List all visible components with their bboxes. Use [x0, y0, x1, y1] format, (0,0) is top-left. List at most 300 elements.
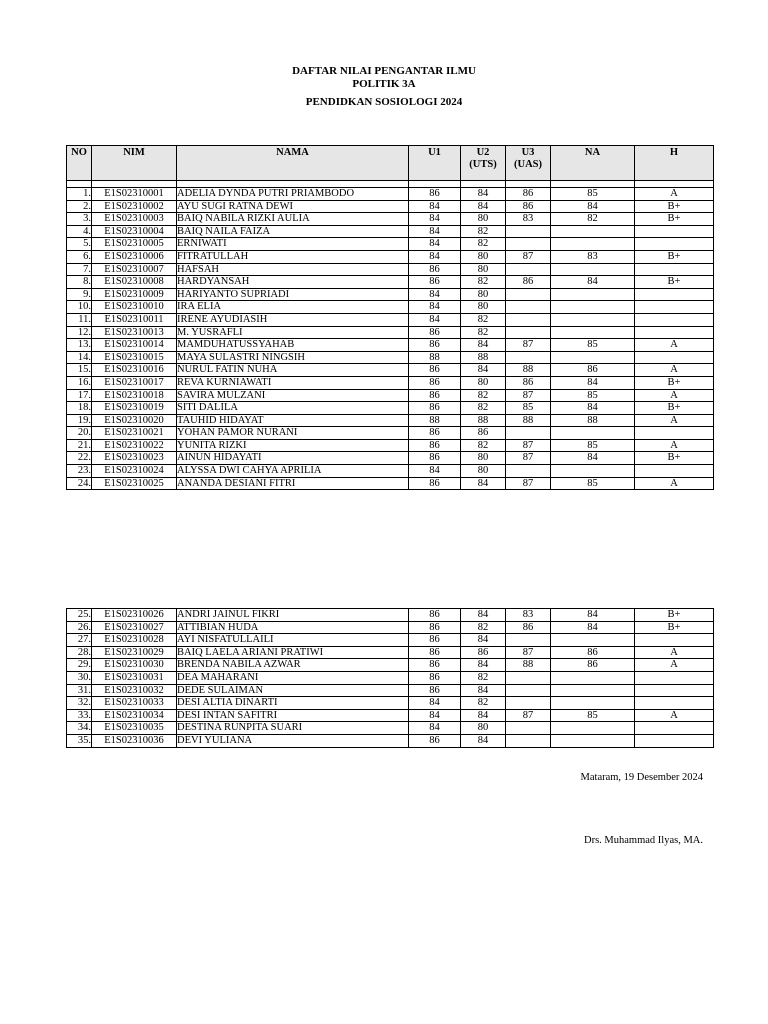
table-row — [67, 646, 714, 659]
cell-nim: E1S02310023 — [92, 452, 177, 465]
cell-nama: YOHAN PAMOR NURANI — [177, 427, 409, 440]
cell-na — [551, 427, 635, 440]
cell-u3: 87 — [506, 339, 551, 352]
cell-na: 84 — [551, 402, 635, 415]
table-row — [67, 188, 714, 201]
cell-u3: 86 — [506, 621, 551, 634]
cell-u2: 84 — [461, 734, 506, 747]
table-row — [67, 402, 714, 415]
cell-u1: 86 — [409, 439, 461, 452]
table-header-row — [67, 146, 714, 181]
cell-h — [635, 722, 714, 735]
cell-u1: 86 — [409, 609, 461, 622]
cell-nim: E1S02310024 — [92, 465, 177, 478]
cell-nama: M. YUSRAFLI — [177, 326, 409, 339]
cell-nama: DESTINA RUNPITA SUARI — [177, 722, 409, 735]
cell-no: 30. — [67, 671, 92, 684]
col-header-u2-label: U2 — [476, 147, 490, 158]
cell-nama: HARDYANSAH — [177, 276, 409, 289]
cell-nama: SITI DALILA — [177, 402, 409, 415]
col-header-u1: U1 — [409, 146, 461, 181]
cell-u3: 87 — [506, 477, 551, 490]
cell-na: 84 — [551, 276, 635, 289]
cell-h: A — [635, 389, 714, 402]
cell-no: 21. — [67, 439, 92, 452]
cell-nim: E1S02310011 — [92, 313, 177, 326]
cell-no: 12. — [67, 326, 92, 339]
cell-no: 35. — [67, 734, 92, 747]
cell-u1: 86 — [409, 263, 461, 276]
cell-no: 29. — [67, 659, 92, 672]
cell-u2: 80 — [461, 465, 506, 478]
cell-nama: AYU SUGI RATNA DEWI — [177, 200, 409, 213]
cell-no: 18. — [67, 402, 92, 415]
cell-u3 — [506, 722, 551, 735]
cell-nama: REVA KURNIAWATI — [177, 376, 409, 389]
cell-u1: 84 — [409, 722, 461, 735]
cell-nim: E1S02310016 — [92, 364, 177, 377]
cell-nama: HARIYANTO SUPRIADI — [177, 288, 409, 301]
cell-nama: YUNITA RIZKI — [177, 439, 409, 452]
cell-u2: 82 — [461, 238, 506, 251]
cell-u3 — [506, 734, 551, 747]
cell-nim: E1S02310010 — [92, 301, 177, 314]
col-header-u3-label: U3 — [521, 147, 535, 158]
cell-h: A — [635, 659, 714, 672]
cell-h — [635, 351, 714, 364]
cell-nama: MAMDUHATUSSYAHAB — [177, 339, 409, 352]
table-row — [67, 364, 714, 377]
cell-u3 — [506, 313, 551, 326]
table-row — [67, 376, 714, 389]
cell-nim: E1S02310013 — [92, 326, 177, 339]
cell-u3: 88 — [506, 659, 551, 672]
cell-u3 — [506, 465, 551, 478]
spacer-cell — [635, 181, 714, 188]
cell-u2: 84 — [461, 339, 506, 352]
cell-na: 84 — [551, 609, 635, 622]
cell-na — [551, 225, 635, 238]
cell-u3 — [506, 684, 551, 697]
cell-u2: 88 — [461, 351, 506, 364]
cell-u3 — [506, 634, 551, 647]
col-header-nama: NAMA — [177, 146, 409, 181]
cell-h — [635, 301, 714, 314]
cell-h — [635, 326, 714, 339]
cell-u2: 88 — [461, 414, 506, 427]
table-body-page-1 — [67, 181, 714, 490]
cell-h: B+ — [635, 621, 714, 634]
cell-na: 84 — [551, 376, 635, 389]
cell-no: 4. — [67, 225, 92, 238]
signatory-name: Drs. Muhammad Ilyas, MA. — [584, 835, 703, 846]
cell-u2: 80 — [461, 376, 506, 389]
cell-u3: 87 — [506, 709, 551, 722]
table-row — [67, 452, 714, 465]
document-subtitle-program: PENDIDKAN SOSIOLOGI 2024 — [305, 96, 463, 108]
cell-u1: 84 — [409, 697, 461, 710]
cell-u1: 86 — [409, 671, 461, 684]
cell-na: 83 — [551, 250, 635, 263]
cell-nama: ADELIA DYNDA PUTRI PRIAMBODO — [177, 188, 409, 201]
cell-nama: IRA ELIA — [177, 301, 409, 314]
cell-u1: 86 — [409, 659, 461, 672]
cell-u1: 86 — [409, 734, 461, 747]
cell-na — [551, 722, 635, 735]
cell-nim: E1S02310019 — [92, 402, 177, 415]
cell-u1: 86 — [409, 188, 461, 201]
cell-u2: 82 — [461, 326, 506, 339]
cell-u3: 83 — [506, 213, 551, 226]
spacer-cell — [177, 181, 409, 188]
cell-u3: 87 — [506, 439, 551, 452]
cell-u2: 80 — [461, 288, 506, 301]
cell-u3: 85 — [506, 402, 551, 415]
cell-nama: BAIQ NAILA FAIZA — [177, 225, 409, 238]
col-header-u2-sub: (UTS) — [469, 159, 497, 170]
cell-na — [551, 301, 635, 314]
cell-no: 6. — [67, 250, 92, 263]
cell-h: B+ — [635, 402, 714, 415]
cell-h: B+ — [635, 609, 714, 622]
cell-h: B+ — [635, 276, 714, 289]
cell-u2: 82 — [461, 225, 506, 238]
cell-nim: E1S02310022 — [92, 439, 177, 452]
cell-u2: 82 — [461, 439, 506, 452]
table-row — [67, 659, 714, 672]
place-and-date: Mataram, 19 Desember 2024 — [580, 772, 703, 783]
cell-h: B+ — [635, 213, 714, 226]
table-row — [67, 439, 714, 452]
cell-u3: 87 — [506, 646, 551, 659]
cell-na — [551, 465, 635, 478]
col-header-u3 — [506, 146, 551, 181]
cell-na — [551, 634, 635, 647]
cell-u1: 84 — [409, 238, 461, 251]
spacer-cell — [551, 181, 635, 188]
cell-nama: DESI INTAN SAFITRI — [177, 709, 409, 722]
cell-no: 19. — [67, 414, 92, 427]
cell-u2: 80 — [461, 250, 506, 263]
cell-h: B+ — [635, 200, 714, 213]
cell-u2: 80 — [461, 263, 506, 276]
header-spacer-row — [67, 181, 714, 188]
cell-u2: 82 — [461, 697, 506, 710]
document-subtitle-class: POLITIK 3A — [352, 78, 416, 90]
spacer-cell — [92, 181, 177, 188]
cell-u1: 84 — [409, 213, 461, 226]
cell-u2: 80 — [461, 722, 506, 735]
cell-h: B+ — [635, 452, 714, 465]
cell-u1: 84 — [409, 301, 461, 314]
cell-u1: 84 — [409, 225, 461, 238]
table-row — [67, 634, 714, 647]
cell-nim: E1S02310025 — [92, 477, 177, 490]
cell-nama: SAVIRA MULZANI — [177, 389, 409, 402]
cell-no: 26. — [67, 621, 92, 634]
cell-u1: 88 — [409, 414, 461, 427]
cell-na: 84 — [551, 621, 635, 634]
cell-u2: 82 — [461, 313, 506, 326]
cell-h — [635, 288, 714, 301]
cell-u3: 86 — [506, 376, 551, 389]
cell-na: 86 — [551, 646, 635, 659]
table-row — [67, 465, 714, 478]
cell-na — [551, 684, 635, 697]
table-row — [67, 427, 714, 440]
cell-u3: 87 — [506, 389, 551, 402]
cell-u1: 86 — [409, 339, 461, 352]
table-row — [67, 671, 714, 684]
cell-u1: 86 — [409, 376, 461, 389]
cell-u2: 80 — [461, 301, 506, 314]
cell-nama: DEDE SULAIMAN — [177, 684, 409, 697]
cell-h: A — [635, 439, 714, 452]
cell-h: A — [635, 364, 714, 377]
cell-u1: 86 — [409, 364, 461, 377]
table-row — [67, 250, 714, 263]
cell-na: 84 — [551, 452, 635, 465]
cell-nim: E1S02310029 — [92, 646, 177, 659]
cell-nama: ANANDA DESIANI FITRI — [177, 477, 409, 490]
cell-u1: 86 — [409, 477, 461, 490]
cell-nim: E1S02310001 — [92, 188, 177, 201]
cell-nama: TAUHID HIDAYAT — [177, 414, 409, 427]
table-row — [67, 477, 714, 490]
cell-u1: 86 — [409, 389, 461, 402]
cell-nama: HAFSAH — [177, 263, 409, 276]
cell-u3 — [506, 427, 551, 440]
cell-h — [635, 238, 714, 251]
cell-h — [635, 225, 714, 238]
cell-u2: 84 — [461, 634, 506, 647]
table-row — [67, 225, 714, 238]
cell-na — [551, 288, 635, 301]
cell-h: A — [635, 709, 714, 722]
table-row — [67, 313, 714, 326]
cell-u2: 86 — [461, 646, 506, 659]
cell-no: 28. — [67, 646, 92, 659]
cell-na: 88 — [551, 414, 635, 427]
col-header-na: NA — [551, 146, 635, 181]
cell-nim: E1S02310015 — [92, 351, 177, 364]
cell-na — [551, 351, 635, 364]
cell-u2: 84 — [461, 364, 506, 377]
cell-h: A — [635, 477, 714, 490]
spacer-cell — [461, 181, 506, 188]
cell-u2: 82 — [461, 276, 506, 289]
cell-u3 — [506, 351, 551, 364]
table-row — [67, 414, 714, 427]
cell-na: 85 — [551, 439, 635, 452]
cell-na: 85 — [551, 339, 635, 352]
cell-nama: NURUL FATIN NUHA — [177, 364, 409, 377]
table-row — [67, 263, 714, 276]
cell-nama: DEA MAHARANI — [177, 671, 409, 684]
cell-u3 — [506, 238, 551, 251]
cell-nim: E1S02310002 — [92, 200, 177, 213]
cell-na: 85 — [551, 709, 635, 722]
cell-h: A — [635, 188, 714, 201]
cell-no: 17. — [67, 389, 92, 402]
cell-u3 — [506, 288, 551, 301]
table-row — [67, 609, 714, 622]
col-header-nim: NIM — [92, 146, 177, 181]
cell-u2: 84 — [461, 200, 506, 213]
cell-na: 85 — [551, 477, 635, 490]
cell-no: 15. — [67, 364, 92, 377]
cell-no: 1. — [67, 188, 92, 201]
cell-h — [635, 671, 714, 684]
cell-no: 14. — [67, 351, 92, 364]
cell-u3: 83 — [506, 609, 551, 622]
cell-nama: IRENE AYUDIASIH — [177, 313, 409, 326]
cell-no: 9. — [67, 288, 92, 301]
cell-u1: 88 — [409, 351, 461, 364]
cell-nama: DEVI YULIANA — [177, 734, 409, 747]
table-row — [67, 722, 714, 735]
cell-h — [635, 634, 714, 647]
cell-na: 84 — [551, 200, 635, 213]
cell-no: 10. — [67, 301, 92, 314]
cell-u3: 86 — [506, 200, 551, 213]
spacer-cell — [409, 181, 461, 188]
cell-no: 33. — [67, 709, 92, 722]
cell-no: 5. — [67, 238, 92, 251]
cell-u2: 80 — [461, 213, 506, 226]
cell-u1: 86 — [409, 427, 461, 440]
cell-u1: 86 — [409, 621, 461, 634]
cell-nim: E1S02310028 — [92, 634, 177, 647]
col-header-u3-sub: (UAS) — [514, 159, 542, 170]
cell-nim: E1S02310009 — [92, 288, 177, 301]
cell-h: B+ — [635, 250, 714, 263]
cell-nim: E1S02310035 — [92, 722, 177, 735]
cell-u2: 86 — [461, 427, 506, 440]
cell-u1: 86 — [409, 276, 461, 289]
cell-nama: AINUN HIDAYATI — [177, 452, 409, 465]
cell-u3 — [506, 301, 551, 314]
cell-no: 32. — [67, 697, 92, 710]
cell-na — [551, 671, 635, 684]
cell-h — [635, 734, 714, 747]
cell-nim: E1S02310005 — [92, 238, 177, 251]
cell-nim: E1S02310007 — [92, 263, 177, 276]
table-row — [67, 709, 714, 722]
cell-u3 — [506, 326, 551, 339]
cell-h: A — [635, 414, 714, 427]
spacer-cell — [67, 181, 92, 188]
table-row — [67, 213, 714, 226]
table-row — [67, 684, 714, 697]
cell-u3 — [506, 225, 551, 238]
cell-na — [551, 313, 635, 326]
cell-nim: E1S02310006 — [92, 250, 177, 263]
cell-u2: 82 — [461, 671, 506, 684]
table-row — [67, 339, 714, 352]
cell-u1: 84 — [409, 709, 461, 722]
cell-u2: 84 — [461, 188, 506, 201]
cell-no: 34. — [67, 722, 92, 735]
cell-h — [635, 684, 714, 697]
cell-u2: 80 — [461, 452, 506, 465]
cell-nama: AYI NISFATULLAILI — [177, 634, 409, 647]
cell-u2: 82 — [461, 621, 506, 634]
cell-u1: 86 — [409, 452, 461, 465]
cell-h — [635, 465, 714, 478]
cell-no: 11. — [67, 313, 92, 326]
cell-u2: 84 — [461, 659, 506, 672]
cell-no: 24. — [67, 477, 92, 490]
table-row — [67, 200, 714, 213]
cell-h — [635, 697, 714, 710]
cell-u3 — [506, 697, 551, 710]
cell-u3: 88 — [506, 364, 551, 377]
cell-nim: E1S02310017 — [92, 376, 177, 389]
cell-u3: 86 — [506, 276, 551, 289]
cell-u1: 86 — [409, 646, 461, 659]
table-row — [67, 351, 714, 364]
document-title: DAFTAR NILAI PENGANTAR ILMU — [292, 65, 476, 77]
cell-na: 86 — [551, 364, 635, 377]
cell-nim: E1S02310008 — [92, 276, 177, 289]
cell-no: 27. — [67, 634, 92, 647]
cell-u1: 86 — [409, 634, 461, 647]
cell-u1: 84 — [409, 465, 461, 478]
table-row — [67, 276, 714, 289]
cell-nim: E1S02310018 — [92, 389, 177, 402]
table-row — [67, 389, 714, 402]
spacer-cell — [506, 181, 551, 188]
table-row — [67, 326, 714, 339]
cell-na: 85 — [551, 188, 635, 201]
cell-na — [551, 238, 635, 251]
cell-h — [635, 427, 714, 440]
cell-nim: E1S02310032 — [92, 684, 177, 697]
cell-no: 23. — [67, 465, 92, 478]
table-row — [67, 301, 714, 314]
cell-nim: E1S02310021 — [92, 427, 177, 440]
cell-u2: 84 — [461, 709, 506, 722]
cell-nama: BAIQ NABILA RIZKI AULIA — [177, 213, 409, 226]
cell-nama: BRENDA NABILA AZWAR — [177, 659, 409, 672]
cell-u2: 84 — [461, 477, 506, 490]
cell-u1: 86 — [409, 684, 461, 697]
cell-no: 20. — [67, 427, 92, 440]
cell-u2: 84 — [461, 684, 506, 697]
cell-na — [551, 326, 635, 339]
cell-nama: FITRATULLAH — [177, 250, 409, 263]
cell-no: 2. — [67, 200, 92, 213]
cell-u1: 86 — [409, 326, 461, 339]
cell-na: 82 — [551, 213, 635, 226]
cell-no: 7. — [67, 263, 92, 276]
cell-nama: BAIQ LAELA ARIANI PRATIWI — [177, 646, 409, 659]
cell-na: 86 — [551, 659, 635, 672]
cell-u3 — [506, 263, 551, 276]
table-body-page-2 — [67, 609, 714, 748]
cell-no: 22. — [67, 452, 92, 465]
cell-nama: ALYSSA DWI CAHYA APRILIA — [177, 465, 409, 478]
cell-u2: 82 — [461, 402, 506, 415]
col-header-u2 — [461, 146, 506, 181]
grades-table-page-1 — [66, 145, 714, 490]
grades-table-page-2 — [66, 608, 714, 748]
cell-u2: 82 — [461, 389, 506, 402]
cell-no: 8. — [67, 276, 92, 289]
cell-nim: E1S02310003 — [92, 213, 177, 226]
table-row — [67, 288, 714, 301]
